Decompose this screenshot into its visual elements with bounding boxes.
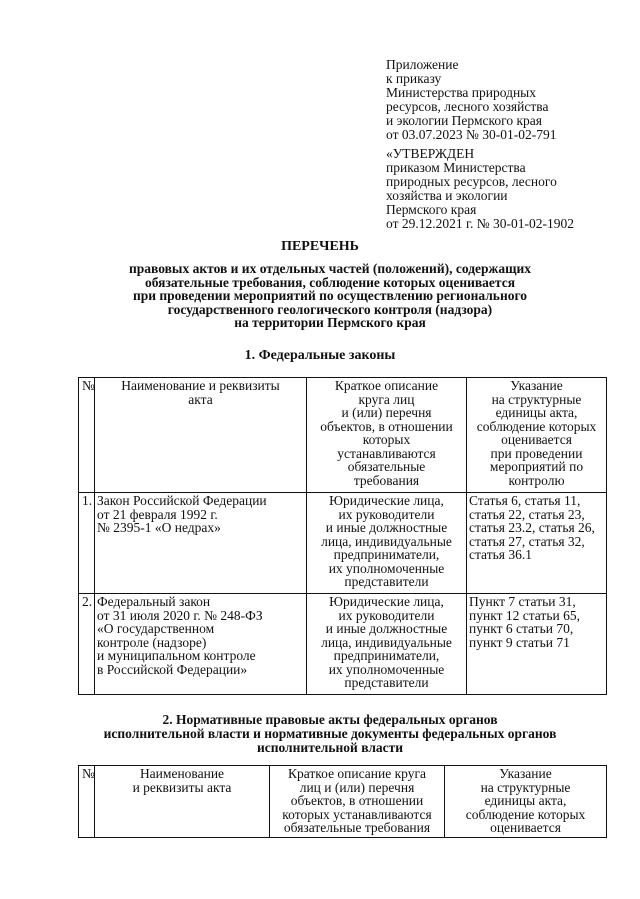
approved-line: хозяйства и экологии: [386, 188, 508, 203]
header-units: [467, 378, 607, 493]
subtitle-line: государственного геологического контроля (надзора): [167, 301, 493, 317]
row-name-line: и муниципальном контроле: [97, 648, 256, 663]
row-name-line: контроле (надзоре): [97, 634, 207, 650]
row-name: [95, 594, 307, 695]
header-units-line: единицы акта,: [495, 405, 578, 420]
row-desc-line: их руководители: [338, 607, 435, 623]
header-desc-line: объектов, в отношении: [320, 418, 453, 434]
federal-acts-table: [78, 765, 607, 838]
header-desc-line: которых устанавливаются: [282, 806, 432, 822]
header-desc-line: обязательные: [347, 459, 426, 474]
appendix-line: от 03.07.2023 № 30-01-02-791: [386, 127, 557, 142]
appendix-line: к приказу: [386, 71, 442, 86]
row-name-line: от 31 июля 2020 г. № 248-ФЗ: [97, 607, 263, 623]
row-desc-line: и иные должностные: [325, 621, 448, 636]
appendix-line: Министерства природных: [386, 85, 536, 100]
row-desc-line: предприниматели,: [333, 547, 440, 562]
row-desc-line: Юридические лица,: [329, 594, 444, 609]
subtitle-line: правовых актов и их отдельных частей (положений), содержащих: [128, 261, 532, 276]
table-header-row: [79, 766, 607, 838]
header-num: №: [79, 766, 95, 838]
header-name: [95, 378, 307, 493]
row-name-line: «О государственном: [97, 621, 215, 636]
header-desc: [270, 766, 445, 838]
subtitle-line: обязательные требования, соблюдение которых оценивается: [144, 274, 516, 290]
row-desc-line: представители: [344, 675, 429, 690]
header-desc-line: Краткое описание круга: [287, 766, 427, 781]
header-desc-line: которых: [362, 432, 411, 447]
header-num: №: [79, 378, 95, 493]
table-row: [79, 493, 607, 594]
header-units-line: Указание: [510, 378, 563, 393]
row-units-line: статья 36.1: [469, 547, 532, 562]
row-name: [95, 493, 307, 594]
approved-block: [386, 147, 626, 231]
row-desc-line: представители: [344, 574, 429, 589]
row-desc-line: их уполномоченные: [328, 560, 445, 576]
header-name-line: акта: [188, 391, 213, 407]
row-units-line: Пункт 7 статьи 31,: [469, 594, 576, 609]
row-units-line: пункт 6 статьи 70,: [469, 621, 574, 636]
header-units-line: оценивается: [490, 820, 561, 835]
section-2-heading-line: исполнительной власти и нормативные документы федеральных органов: [103, 726, 557, 741]
header-name: [95, 766, 270, 838]
appendix-block: [386, 58, 626, 142]
appendix-line: Приложение: [386, 57, 459, 72]
row-num: 2.: [79, 594, 95, 695]
row-name-line: от 21 февраля 1992 г.: [97, 506, 218, 522]
row-units-line: пункт 12 статьи 65,: [469, 607, 580, 623]
header-units-line: мероприятий по: [489, 459, 584, 474]
header-units-line: Указание: [499, 766, 552, 781]
header-units: [445, 766, 607, 838]
header-desc-line: Краткое описание: [334, 378, 439, 393]
header-units-line: на структурные: [480, 779, 571, 795]
approved-line: приказом Министерства: [386, 160, 526, 175]
row-desc-line: и иные должностные: [325, 520, 448, 535]
header-desc-line: объектов, в отношении: [290, 793, 424, 808]
row-units-line: статья 27, статья 32,: [469, 533, 585, 549]
header-units-line: оценивается: [501, 432, 572, 447]
row-desc-line: Юридические лица,: [329, 493, 444, 508]
header-name-line: Наименование и реквизиты: [121, 378, 280, 393]
header-units-line: единицы акта,: [484, 793, 567, 808]
header-desc-line: лиц и (или) перечня: [299, 779, 415, 795]
header-desc-line: требования: [353, 472, 420, 488]
section-1-heading: 1. Федеральные законы: [244, 348, 396, 363]
subtitle-line: на территории Пермского края: [234, 315, 426, 330]
header-units-line: на структурные: [491, 391, 582, 407]
header-name-line: и реквизиты акта: [132, 779, 232, 795]
row-units-line: статья 23.2, статья 26,: [469, 520, 595, 535]
row-desc-line: лица, индивидуальные: [321, 634, 452, 650]
header-units-line: соблюдение которых: [476, 418, 597, 434]
approved-line: от 29.12.2021 г. № 30-01-02-1902: [386, 216, 574, 231]
row-name-line: в Российской Федерации»: [97, 661, 248, 677]
row-units-line: статья 22, статья 23,: [469, 506, 585, 522]
header-desc-line: и (или) перечня: [341, 405, 432, 420]
header-desc-line: устанавливаются: [337, 445, 436, 461]
row-desc: [307, 493, 467, 594]
header-desc-line: обязательные требования: [283, 820, 431, 835]
header-units-line: соблюдение которых: [465, 806, 586, 822]
row-desc-line: их уполномоченные: [328, 661, 445, 677]
subtitle-line: при проведении мероприятий по осуществлению регионального: [132, 288, 528, 303]
row-units-line: Статья 6, статья 11,: [469, 493, 581, 508]
approved-line: природных ресурсов, лесного: [386, 174, 557, 189]
document-subtitle: [90, 262, 570, 330]
table-header-row: [79, 378, 607, 493]
approved-line: «УТВЕРЖДЕН: [386, 146, 475, 161]
row-num: 1.: [79, 493, 95, 594]
header-units-line: контролю: [508, 472, 565, 488]
document-title: ПЕРЕЧЕНЬ: [281, 239, 359, 254]
header-desc-line: круга лиц: [358, 391, 415, 407]
header-name-line: Наименование: [139, 766, 225, 781]
row-desc-line: лица, индивидуальные: [321, 533, 452, 549]
row-name-line: Закон Российской Федерации: [97, 493, 267, 508]
header-units-line: при проведении: [490, 445, 583, 461]
approved-line: Пермского края: [386, 202, 477, 217]
row-desc-line: их руководители: [338, 506, 435, 522]
row-name-line: № 2395-1 «О недрах»: [97, 520, 221, 535]
section-2-heading: [60, 713, 600, 755]
row-desc-line: предприниматели,: [333, 648, 440, 663]
row-desc: [307, 594, 467, 695]
section-2-heading-line: 2. Нормативные правовые акты федеральных органов: [162, 712, 498, 727]
row-units: [467, 594, 607, 695]
section-2-heading-line: исполнительной власти: [256, 740, 404, 755]
row-units-line: пункт 9 статьи 71: [469, 634, 570, 650]
header-desc: [307, 378, 467, 493]
appendix-line: ресурсов, лесного хозяйства: [386, 99, 549, 114]
row-name-line: Федеральный закон: [97, 594, 211, 609]
federal-laws-table: [78, 377, 607, 695]
table-row: [79, 594, 607, 695]
row-units: [467, 493, 607, 594]
appendix-line: и экологии Пермского края: [386, 113, 542, 128]
